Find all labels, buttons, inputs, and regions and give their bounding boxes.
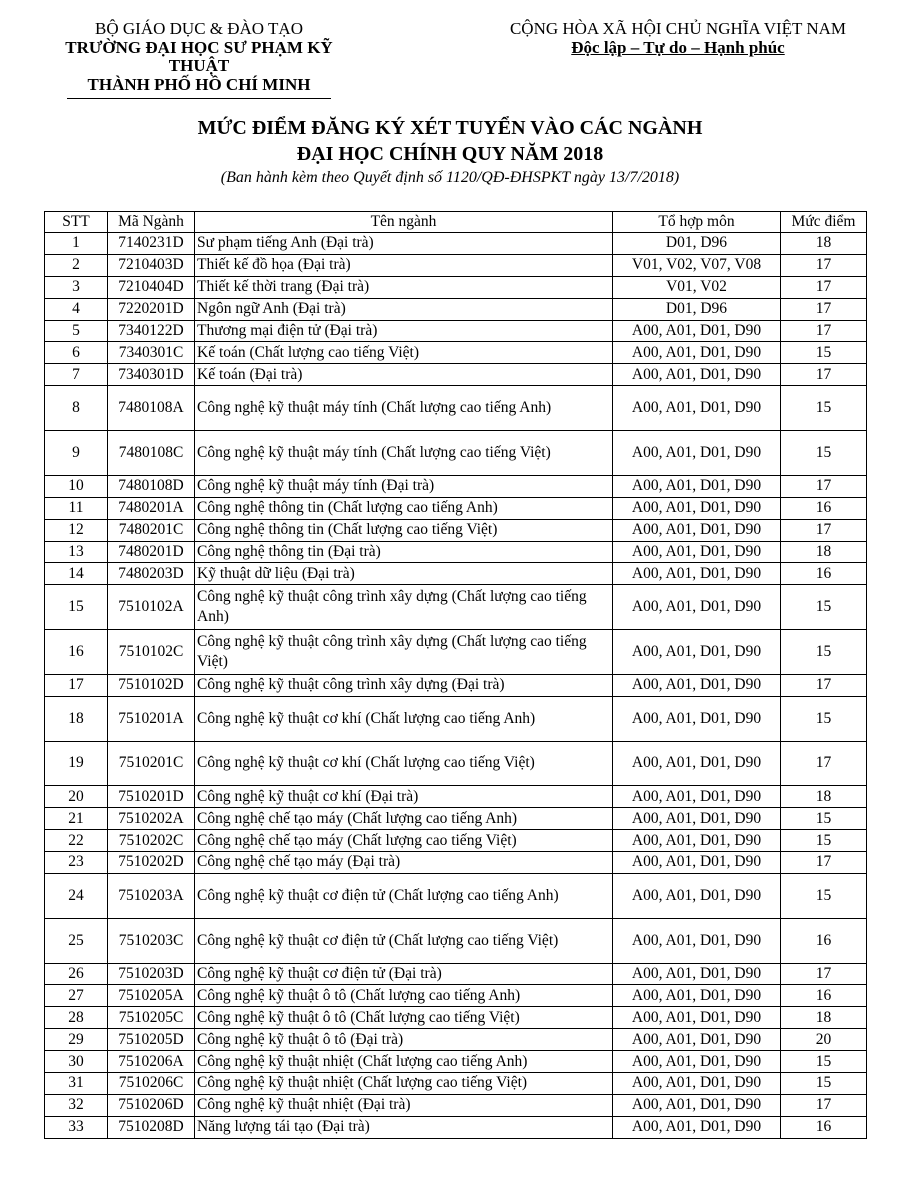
row-score: 17	[781, 674, 867, 696]
row-combo: A00, A01, D01, D90	[613, 541, 781, 563]
row-score: 18	[781, 233, 867, 255]
row-code: 7480201C	[108, 519, 195, 541]
row-stt: 5	[45, 320, 108, 342]
row-combo: A00, A01, D01, D90	[613, 852, 781, 874]
row-code: 7340301C	[108, 342, 195, 364]
row-code: 7210404D	[108, 276, 195, 298]
row-combo: A00, A01, D01, D90	[613, 1072, 781, 1094]
row-code: 7510201D	[108, 786, 195, 808]
row-stt: 33	[45, 1116, 108, 1138]
row-stt: 6	[45, 342, 108, 364]
row-combo: A00, A01, D01, D90	[613, 786, 781, 808]
row-code: 7510102C	[108, 630, 195, 675]
row-code: 7480108C	[108, 431, 195, 476]
row-combo: A00, A01, D01, D90	[613, 364, 781, 386]
row-score: 15	[781, 386, 867, 431]
row-name: Công nghệ kỹ thuật công trình xây dựng (Chất lượng cao tiếng Anh)	[195, 585, 613, 630]
row-stt: 32	[45, 1094, 108, 1116]
row-code: 7510205C	[108, 1007, 195, 1029]
row-stt: 27	[45, 985, 108, 1007]
table-row	[45, 1051, 867, 1073]
row-score: 17	[781, 254, 867, 276]
row-stt: 23	[45, 852, 108, 874]
row-code: 7140231D	[108, 233, 195, 255]
table-row	[45, 254, 867, 276]
row-score: 17	[781, 852, 867, 874]
table-row	[45, 918, 867, 963]
row-combo: V01, V02	[613, 276, 781, 298]
row-name: Kế toán (Đại trà)	[195, 364, 613, 386]
row-name: Năng lượng tái tạo (Đại trà)	[195, 1116, 613, 1138]
table-row	[45, 630, 867, 675]
table-row	[45, 386, 867, 431]
column-header-combo: Tổ hợp môn	[613, 212, 781, 233]
row-combo: A00, A01, D01, D90	[613, 830, 781, 852]
row-name: Công nghệ kỹ thuật cơ điện tử (Đại trà)	[195, 963, 613, 985]
row-name: Công nghệ kỹ thuật cơ khí (Chất lượng cao tiếng Việt)	[195, 741, 613, 786]
row-name: Kỹ thuật dữ liệu (Đại trà)	[195, 563, 613, 585]
row-score: 15	[781, 342, 867, 364]
row-combo: A00, A01, D01, D90	[613, 1094, 781, 1116]
row-name: Kế toán (Chất lượng cao tiếng Việt)	[195, 342, 613, 364]
row-name: Công nghệ kỹ thuật ô tô (Chất lượng cao tiếng Anh)	[195, 985, 613, 1007]
row-name: Công nghệ chế tạo máy (Chất lượng cao tiếng Anh)	[195, 808, 613, 830]
row-score: 15	[781, 808, 867, 830]
column-header-name: Tên ngành	[195, 212, 613, 233]
row-name: Ngôn ngữ Anh (Đại trà)	[195, 298, 613, 320]
row-stt: 11	[45, 497, 108, 519]
table-row	[45, 497, 867, 519]
national-title: CỘNG HÒA XÃ HỘI CHỦ NGHĨA VIỆT NAM	[509, 19, 847, 38]
row-combo: A00, A01, D01, D90	[613, 1029, 781, 1051]
row-code: 7510202D	[108, 852, 195, 874]
table-row	[45, 985, 867, 1007]
row-code: 7510102D	[108, 674, 195, 696]
row-name: Công nghệ chế tạo máy (Đại trà)	[195, 852, 613, 874]
table-row	[45, 1116, 867, 1138]
row-score: 17	[781, 1094, 867, 1116]
row-combo: A00, A01, D01, D90	[613, 431, 781, 476]
row-combo: A00, A01, D01, D90	[613, 585, 781, 630]
row-combo: A00, A01, D01, D90	[613, 497, 781, 519]
row-stt: 21	[45, 808, 108, 830]
row-stt: 30	[45, 1051, 108, 1073]
row-name: Sư phạm tiếng Anh (Đại trà)	[195, 233, 613, 255]
row-score: 18	[781, 786, 867, 808]
table-row	[45, 1094, 867, 1116]
row-score: 16	[781, 985, 867, 1007]
header-national-block	[470, 20, 886, 57]
column-header-stt: STT	[45, 212, 108, 233]
row-stt: 31	[45, 1072, 108, 1094]
row-stt: 13	[45, 541, 108, 563]
table-row	[45, 364, 867, 386]
row-score: 16	[781, 563, 867, 585]
table-row	[45, 563, 867, 585]
row-score: 17	[781, 320, 867, 342]
row-stt: 8	[45, 386, 108, 431]
row-score: 16	[781, 1116, 867, 1138]
row-score: 15	[781, 431, 867, 476]
table-row	[45, 585, 867, 630]
row-stt: 12	[45, 519, 108, 541]
row-combo: A00, A01, D01, D90	[613, 918, 781, 963]
row-code: 7510205D	[108, 1029, 195, 1051]
row-code: 7510208D	[108, 1116, 195, 1138]
row-name: Công nghệ kỹ thuật cơ khí (Chất lượng cao tiếng Anh)	[195, 696, 613, 741]
row-stt: 19	[45, 741, 108, 786]
ministry-name: BỘ GIÁO DỤC & ĐÀO TẠO	[95, 19, 303, 38]
table-row	[45, 1007, 867, 1029]
table-row	[45, 475, 867, 497]
row-code: 7510202C	[108, 830, 195, 852]
row-code: 7480201A	[108, 497, 195, 519]
row-name: Công nghệ kỹ thuật nhiệt (Chất lượng cao tiếng Việt)	[195, 1072, 613, 1094]
row-score: 15	[781, 1072, 867, 1094]
row-code: 7510206D	[108, 1094, 195, 1116]
row-code: 7510206C	[108, 1072, 195, 1094]
row-code: 7510102A	[108, 585, 195, 630]
row-combo: A00, A01, D01, D90	[613, 741, 781, 786]
university-name: TRƯỜNG ĐẠI HỌC SƯ PHẠM KỸ THUẬT	[65, 37, 333, 75]
row-code: 7480108D	[108, 475, 195, 497]
table-row	[45, 276, 867, 298]
row-name: Công nghệ kỹ thuật nhiệt (Chất lượng cao tiếng Anh)	[195, 1051, 613, 1073]
row-code: 7510201A	[108, 696, 195, 741]
row-code: 7480201D	[108, 541, 195, 563]
row-combo: A00, A01, D01, D90	[613, 475, 781, 497]
row-combo: V01, V02, V07, V08	[613, 254, 781, 276]
row-code: 7510206A	[108, 1051, 195, 1073]
table-row	[45, 963, 867, 985]
row-name: Thương mại điện tử (Đại trà)	[195, 320, 613, 342]
row-score: 17	[781, 519, 867, 541]
row-name: Công nghệ thông tin (Đại trà)	[195, 541, 613, 563]
row-combo: A00, A01, D01, D90	[613, 519, 781, 541]
table-row	[45, 519, 867, 541]
document-subtitle: (Ban hành kèm theo Quyết định số 1120/QĐ-ĐHSPKT ngày 13/7/2018)	[220, 169, 680, 186]
row-code: 7210403D	[108, 254, 195, 276]
row-stt: 18	[45, 696, 108, 741]
row-score: 16	[781, 497, 867, 519]
row-code: 7510201C	[108, 741, 195, 786]
row-name: Thiết kế thời trang (Đại trà)	[195, 276, 613, 298]
row-name: Công nghệ kỹ thuật công trình xây dựng (Chất lượng cao tiếng Việt)	[195, 630, 613, 675]
table-row	[45, 696, 867, 741]
row-stt: 9	[45, 431, 108, 476]
row-score: 17	[781, 364, 867, 386]
row-code: 7510203D	[108, 963, 195, 985]
table-row	[45, 1029, 867, 1051]
table-row	[45, 873, 867, 918]
row-score: 15	[781, 696, 867, 741]
header-divider	[67, 98, 331, 99]
row-name: Công nghệ chế tạo máy (Chất lượng cao tiếng Việt)	[195, 830, 613, 852]
row-stt: 2	[45, 254, 108, 276]
row-combo: A00, A01, D01, D90	[613, 696, 781, 741]
row-score: 17	[781, 475, 867, 497]
table-row	[45, 674, 867, 696]
row-score: 18	[781, 541, 867, 563]
row-combo: A00, A01, D01, D90	[613, 563, 781, 585]
table-header-row	[45, 212, 867, 233]
row-combo: A00, A01, D01, D90	[613, 985, 781, 1007]
row-stt: 22	[45, 830, 108, 852]
row-code: 7510203C	[108, 918, 195, 963]
row-score: 17	[781, 963, 867, 985]
table-row	[45, 786, 867, 808]
row-combo: A00, A01, D01, D90	[613, 386, 781, 431]
row-name: Công nghệ kỹ thuật ô tô (Đại trà)	[195, 1029, 613, 1051]
row-name: Công nghệ thông tin (Chất lượng cao tiếng Anh)	[195, 497, 613, 519]
row-name: Công nghệ kỹ thuật máy tính (Đại trà)	[195, 475, 613, 497]
row-stt: 20	[45, 786, 108, 808]
table-row	[45, 830, 867, 852]
row-name: Công nghệ kỹ thuật cơ điện tử (Chất lượng cao tiếng Việt)	[195, 918, 613, 963]
row-combo: A00, A01, D01, D90	[613, 674, 781, 696]
table-row	[45, 342, 867, 364]
table-row	[45, 808, 867, 830]
row-stt: 29	[45, 1029, 108, 1051]
table-row	[45, 233, 867, 255]
row-combo: A00, A01, D01, D90	[613, 320, 781, 342]
row-stt: 10	[45, 475, 108, 497]
row-combo: A00, A01, D01, D90	[613, 342, 781, 364]
row-combo: A00, A01, D01, D90	[613, 1116, 781, 1138]
row-stt: 28	[45, 1007, 108, 1029]
row-score: 20	[781, 1029, 867, 1051]
row-combo: D01, D96	[613, 298, 781, 320]
row-name: Công nghệ kỹ thuật nhiệt (Đại trà)	[195, 1094, 613, 1116]
document-title-line2: ĐẠI HỌC CHÍNH QUY NĂM 2018	[296, 143, 604, 165]
row-score: 18	[781, 1007, 867, 1029]
row-name: Công nghệ kỹ thuật cơ điện tử (Chất lượng cao tiếng Anh)	[195, 873, 613, 918]
row-code: 7510202A	[108, 808, 195, 830]
column-header-score: Mức điểm	[781, 212, 867, 233]
row-score: 17	[781, 276, 867, 298]
document-title-block	[0, 115, 900, 188]
row-combo: A00, A01, D01, D90	[613, 808, 781, 830]
row-stt: 14	[45, 563, 108, 585]
row-stt: 7	[45, 364, 108, 386]
row-stt: 17	[45, 674, 108, 696]
header-ministry-block	[38, 20, 360, 99]
row-combo: A00, A01, D01, D90	[613, 630, 781, 675]
row-combo: A00, A01, D01, D90	[613, 963, 781, 985]
row-name: Công nghệ kỹ thuật ô tô (Chất lượng cao tiếng Việt)	[195, 1007, 613, 1029]
row-name: Công nghệ kỹ thuật cơ khí (Đại trà)	[195, 786, 613, 808]
row-score: 15	[781, 630, 867, 675]
table-row	[45, 1072, 867, 1094]
row-code: 7480203D	[108, 563, 195, 585]
table-row	[45, 298, 867, 320]
row-stt: 1	[45, 233, 108, 255]
row-name: Công nghệ kỹ thuật máy tính (Chất lượng cao tiếng Việt)	[195, 431, 613, 476]
score-table	[44, 211, 867, 1139]
row-code: 7510205A	[108, 985, 195, 1007]
row-score: 15	[781, 873, 867, 918]
table-row	[45, 541, 867, 563]
row-code: 7510203A	[108, 873, 195, 918]
table-row	[45, 852, 867, 874]
university-city: THÀNH PHỐ HỒ CHÍ MINH	[87, 74, 311, 94]
row-combo: A00, A01, D01, D90	[613, 1051, 781, 1073]
document-title-line1: MỨC ĐIỂM ĐĂNG KÝ XÉT TUYỂN VÀO CÁC NGÀNH	[197, 117, 703, 139]
row-score: 15	[781, 1051, 867, 1073]
row-stt: 16	[45, 630, 108, 675]
row-score: 15	[781, 830, 867, 852]
table-row	[45, 320, 867, 342]
row-code: 7340122D	[108, 320, 195, 342]
row-code: 7480108A	[108, 386, 195, 431]
row-stt: 25	[45, 918, 108, 963]
row-combo: A00, A01, D01, D90	[613, 873, 781, 918]
row-name: Công nghệ thông tin (Chất lượng cao tiếng Việt)	[195, 519, 613, 541]
column-header-code: Mã Ngành	[108, 212, 195, 233]
row-combo: A00, A01, D01, D90	[613, 1007, 781, 1029]
national-motto: Độc lập – Tự do – Hạnh phúc	[571, 37, 785, 57]
row-code: 7340301D	[108, 364, 195, 386]
table-body	[45, 233, 867, 1139]
row-stt: 24	[45, 873, 108, 918]
row-combo: D01, D96	[613, 233, 781, 255]
table-row	[45, 741, 867, 786]
row-name: Công nghệ kỹ thuật công trình xây dựng (Đại trà)	[195, 674, 613, 696]
row-stt: 3	[45, 276, 108, 298]
row-code: 7220201D	[108, 298, 195, 320]
row-score: 16	[781, 918, 867, 963]
row-stt: 15	[45, 585, 108, 630]
row-stt: 26	[45, 963, 108, 985]
row-score: 15	[781, 585, 867, 630]
row-stt: 4	[45, 298, 108, 320]
row-name: Công nghệ kỹ thuật máy tính (Chất lượng cao tiếng Anh)	[195, 386, 613, 431]
row-score: 17	[781, 298, 867, 320]
row-score: 17	[781, 741, 867, 786]
row-name: Thiết kế đồ họa (Đại trà)	[195, 254, 613, 276]
table-row	[45, 431, 867, 476]
